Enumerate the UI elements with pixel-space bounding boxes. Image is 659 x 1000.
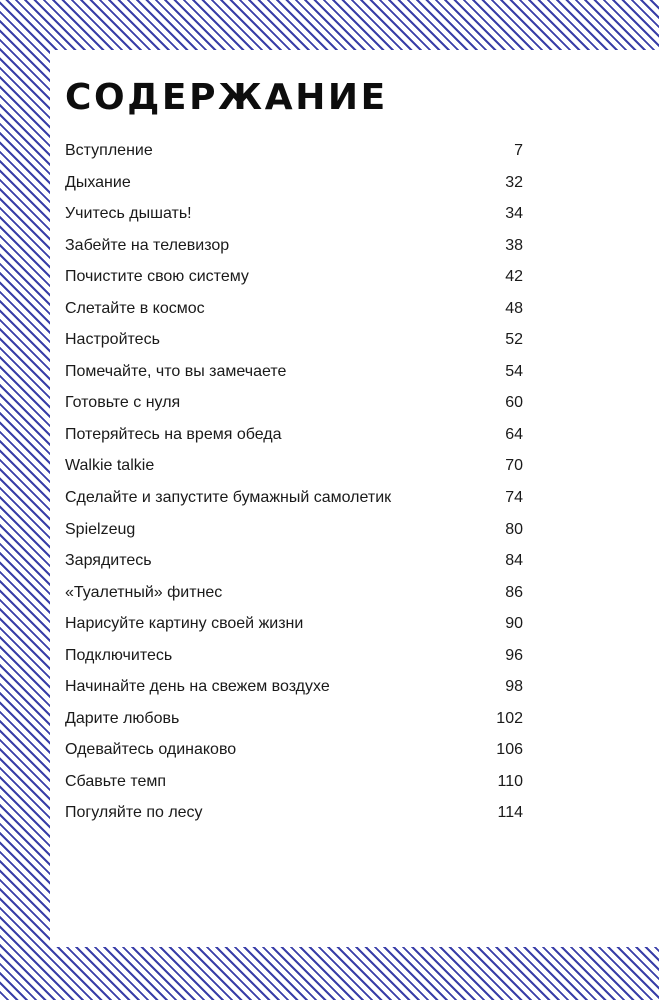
toc-entry-title: Настройтесь — [65, 331, 160, 349]
toc-entry-title: Учитесь дышать! — [65, 205, 192, 223]
toc-entry-title: Spielzeug — [65, 520, 136, 538]
toc-entry-title: Дарите любовь — [65, 709, 180, 727]
toc-entry-page-number: 114 — [497, 804, 523, 822]
toc-entry-page-number: 80 — [505, 520, 523, 538]
toc-entry — [65, 387, 523, 419]
toc-entry-title: Забейте на телевизор — [65, 236, 230, 254]
toc-entry — [65, 766, 523, 798]
toc-entry-page-number: 74 — [505, 489, 523, 507]
toc-entry-page-number: 96 — [505, 646, 523, 664]
toc-entry — [65, 419, 523, 451]
toc-entry-title: Помечайте, что вы замечаете — [65, 362, 287, 380]
toc-entry-page-number: 38 — [505, 236, 523, 254]
toc-entry — [65, 230, 523, 262]
toc-entry-title: Сбавьте темп — [65, 772, 167, 790]
toc-entry-page-number: 84 — [505, 552, 523, 570]
toc-entry — [65, 703, 523, 735]
toc-entry-title: Готовьте с нуля — [65, 394, 181, 412]
toc-entry-page-number: 52 — [505, 331, 523, 349]
toc-entry — [65, 450, 523, 482]
toc-entry — [65, 608, 523, 640]
toc-entry-title: Сделайте и запустите бумажный самолетик — [65, 489, 392, 507]
toc-entry-page-number: 42 — [505, 268, 523, 286]
toc-entry-page-number: 110 — [497, 772, 523, 790]
toc-entry — [65, 671, 523, 703]
toc-entry-title: Почистите свою систему — [65, 268, 249, 286]
toc-entry-page-number: 90 — [505, 615, 523, 633]
toc-entry — [65, 135, 523, 167]
toc-entry-title: Погуляйте по лесу — [65, 804, 203, 822]
toc-entry-title: Walkie talkie — [65, 457, 155, 475]
toc-entry — [65, 545, 523, 577]
toc-entry-title: «Туалетный» фитнес — [65, 583, 223, 601]
toc-entry-title: Нарисуйте картину своей жизни — [65, 615, 304, 633]
table-of-contents — [65, 135, 523, 829]
toc-entry — [65, 356, 523, 388]
toc-entry-title: Дыхание — [65, 173, 131, 191]
toc-entry-page-number: 54 — [505, 362, 523, 380]
toc-entry-title: Одевайтесь одинаково — [65, 741, 237, 759]
toc-entry — [65, 261, 523, 293]
toc-entry-page-number: 60 — [505, 394, 523, 412]
toc-entry-page-number: 34 — [505, 205, 523, 223]
toc-entry-page-number: 106 — [496, 741, 523, 759]
toc-entry — [65, 324, 523, 356]
toc-entry-page-number: 64 — [505, 425, 523, 443]
toc-entry-title: Вступление — [65, 142, 153, 159]
toc-entry-page-number: 70 — [505, 457, 523, 475]
toc-entry-page-number: 48 — [505, 299, 523, 317]
toc-entry — [65, 167, 523, 199]
toc-entry-page-number: 102 — [496, 709, 523, 727]
toc-entry — [65, 198, 523, 230]
toc-entry-title: Потеряйтесь на время обеда — [65, 425, 282, 443]
toc-entry-title: Подключитесь — [65, 646, 173, 664]
toc-entry — [65, 640, 523, 672]
toc-entry — [65, 577, 523, 609]
page-title: СОДЕРЖАНИЕ — [65, 77, 388, 118]
toc-entry-title: Слетайте в космос — [65, 299, 205, 317]
toc-entry — [65, 797, 523, 829]
toc-entry-page-number: 32 — [505, 173, 523, 191]
toc-entry-page-number: 98 — [505, 678, 523, 696]
toc-entry-page-number: 7 — [514, 142, 523, 159]
toc-entry — [65, 482, 523, 514]
toc-entry-title: Зарядитесь — [65, 552, 152, 570]
toc-entry — [65, 514, 523, 546]
toc-entry-page-number: 86 — [505, 583, 523, 601]
toc-entry — [65, 293, 523, 325]
toc-entry — [65, 734, 523, 766]
toc-entry-title: Начинайте день на свежем воздухе — [65, 678, 330, 696]
